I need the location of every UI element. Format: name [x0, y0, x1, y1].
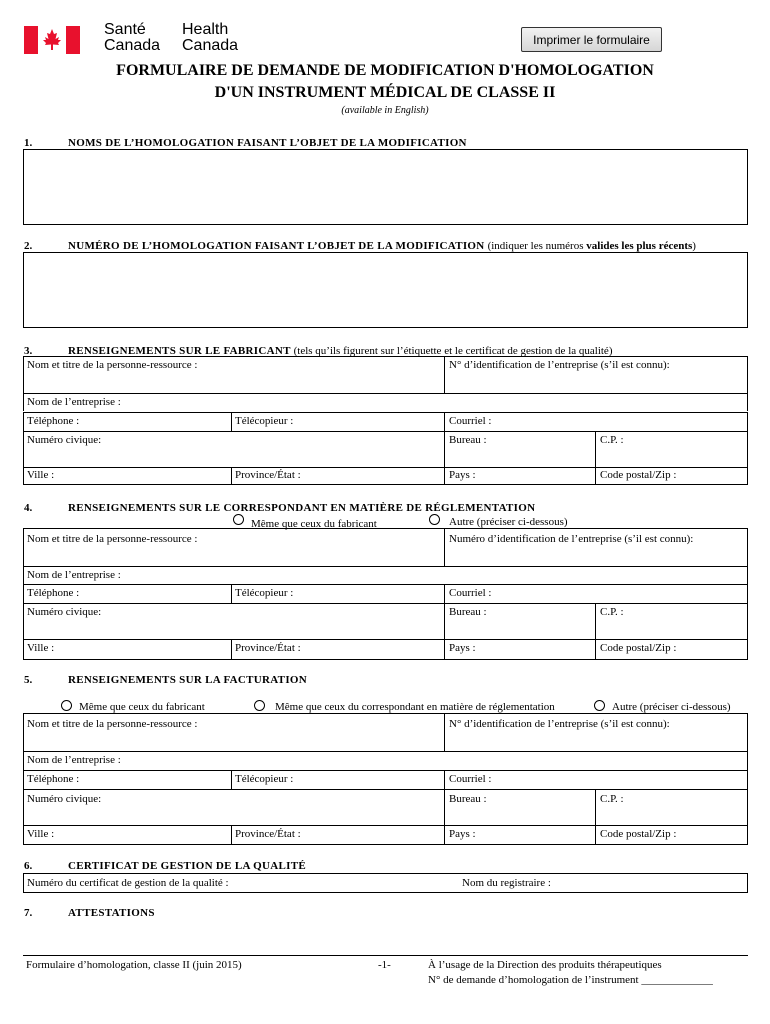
section-2-number: 2. — [24, 240, 33, 252]
corr-street-label: Numéro civique: — [27, 606, 102, 618]
mfr-postal-label: Code postal/Zip : — [600, 469, 677, 481]
mfr-phone-label: Téléphone : — [27, 415, 80, 427]
section-6-title: CERTIFICAT DE GESTION DE LA QUALITÉ — [68, 860, 307, 872]
section-5-title: RENSEIGNEMENTS SUR LA FACTURATION — [68, 674, 308, 686]
section-7-number: 7. — [24, 907, 33, 919]
bill-province-label: Province/État : — [235, 828, 301, 840]
correspondent-opt1-label: Même que ceux du fabricant — [251, 518, 377, 530]
form-subtitle: (available in English) — [341, 105, 429, 116]
footer-application-number: N° de demande d’homologation de l’instrument _____________ — [428, 974, 713, 986]
correspondent-opt2-label: Autre (préciser ci-dessous) — [449, 516, 568, 528]
registration-numbers-field[interactable] — [23, 252, 748, 328]
dept-fr-label: Santé Canada — [104, 21, 161, 54]
bill-fax-label: Télécopieur : — [235, 773, 294, 785]
mfr-po-label: C.P. : — [600, 434, 624, 446]
form-title-line1: FORMULAIRE DE DEMANDE DE MODIFICATION D'HOMOLOGATION — [116, 62, 654, 79]
mfr-suite-label: Bureau : — [449, 434, 487, 446]
mfr-company-id-label: N° d’identification de l’entreprise (s’il est connu): — [449, 359, 670, 371]
bill-postal-label: Code postal/Zip : — [600, 828, 677, 840]
print-form-button[interactable]: Imprimer le formulaire — [521, 27, 662, 52]
corr-suite-label: Bureau : — [449, 606, 487, 618]
mfr-fax-label: Télécopieur : — [235, 415, 294, 427]
section-5-number: 5. — [24, 674, 33, 686]
bill-city-label: Ville : — [27, 828, 55, 840]
mfr-city-label: Ville : — [27, 469, 55, 481]
corr-country-label: Pays : — [449, 642, 476, 654]
form-title-line2: D'UN INSTRUMENT MÉDICAL DE CLASSE II — [214, 84, 556, 101]
billing-other-radio[interactable] — [594, 700, 605, 711]
billing-opt3-label: Autre (préciser ci-dessous) — [612, 701, 731, 713]
section-6-number: 6. — [24, 860, 33, 872]
corr-city-label: Ville : — [27, 642, 55, 654]
corr-email-label: Courriel : — [449, 587, 492, 599]
footer-divider — [23, 955, 748, 956]
dept-en-label: Health Canada — [182, 21, 239, 54]
corr-province-label: Province/État : — [235, 642, 301, 654]
corr-phone-label: Téléphone : — [27, 587, 80, 599]
registrar-label: Nom du registraire : — [462, 877, 551, 889]
billing-opt1-label: Même que ceux du fabricant — [79, 701, 205, 713]
corr-company-name-label: Nom de l’entreprise : — [27, 569, 121, 581]
bill-contact-label: Nom et titre de la personne-ressource : — [27, 718, 198, 730]
footer-usage-note: À l’usage de la Direction des produits thérapeutiques — [428, 959, 662, 971]
billing-same-as-manufacturer-radio[interactable] — [61, 700, 72, 711]
bill-suite-label: Bureau : — [449, 793, 487, 805]
mfr-contact-label: Nom et titre de la personne-ressource : — [27, 359, 198, 371]
cert-number-label: Numéro du certificat de gestion de la qualité : — [27, 877, 229, 889]
section-3-number: 3. — [24, 345, 33, 357]
footer-page-number: -1- — [378, 959, 391, 971]
bill-country-label: Pays : — [449, 828, 476, 840]
billing-opt2-label: Même que ceux du correspondant en matière de réglementation — [275, 701, 555, 713]
corr-contact-label: Nom et titre de la personne-ressource : — [27, 533, 198, 545]
mfr-country-label: Pays : — [449, 469, 476, 481]
bill-email-label: Courriel : — [449, 773, 492, 785]
mfr-email-label: Courriel : — [449, 415, 492, 427]
mfr-company-name-label: Nom de l’entreprise : — [27, 396, 121, 408]
bill-po-label: C.P. : — [600, 793, 624, 805]
corr-po-label: C.P. : — [600, 606, 624, 618]
bill-company-name-label: Nom de l’entreprise : — [27, 754, 121, 766]
section-1-number: 1. — [24, 137, 33, 149]
section-3-title: RENSEIGNEMENTS SUR LE FABRICANT (tels qu’ils figurent sur l’étiquette et le certificat de gestion de la qualité) — [68, 345, 613, 357]
corr-company-id-label: Numéro d’identification de l’entreprise (s’il est connu): — [449, 533, 694, 545]
billing-same-as-correspondent-radio[interactable] — [254, 700, 265, 711]
mfr-street-label: Numéro civique: — [27, 434, 102, 446]
correspondent-same-as-manufacturer-radio[interactable] — [233, 514, 244, 525]
corr-fax-label: Télécopieur : — [235, 587, 294, 599]
section-1-title: NOMS DE L’HOMOLOGATION FAISANT L’OBJET DE LA MODIFICATION — [68, 137, 467, 149]
section-7-title: ATTESTATIONS — [68, 907, 155, 919]
bill-company-id-label: N° d’identification de l’entreprise (s’il est connu): — [449, 718, 670, 730]
mfr-province-label: Province/État : — [235, 469, 301, 481]
section-2-title: NUMÉRO DE L’HOMOLOGATION FAISANT L’OBJET DE LA MODIFICATION (indiquer les numéros valides les plus récents) — [68, 240, 696, 252]
corr-postal-label: Code postal/Zip : — [600, 642, 677, 654]
footer-form-name: Formulaire d’homologation, classe II (juin 2015) — [26, 959, 242, 971]
bill-phone-label: Téléphone : — [27, 773, 80, 785]
section-4-title: RENSEIGNEMENTS SUR LE CORRESPONDANT EN MATIÈRE DE RÉGLEMENTATION — [68, 502, 536, 514]
bill-street-label: Numéro civique: — [27, 793, 102, 805]
section-4-number: 4. — [24, 502, 33, 514]
canada-flag-icon — [24, 26, 80, 54]
correspondent-other-radio[interactable] — [429, 514, 440, 525]
registration-names-field[interactable] — [23, 149, 748, 225]
